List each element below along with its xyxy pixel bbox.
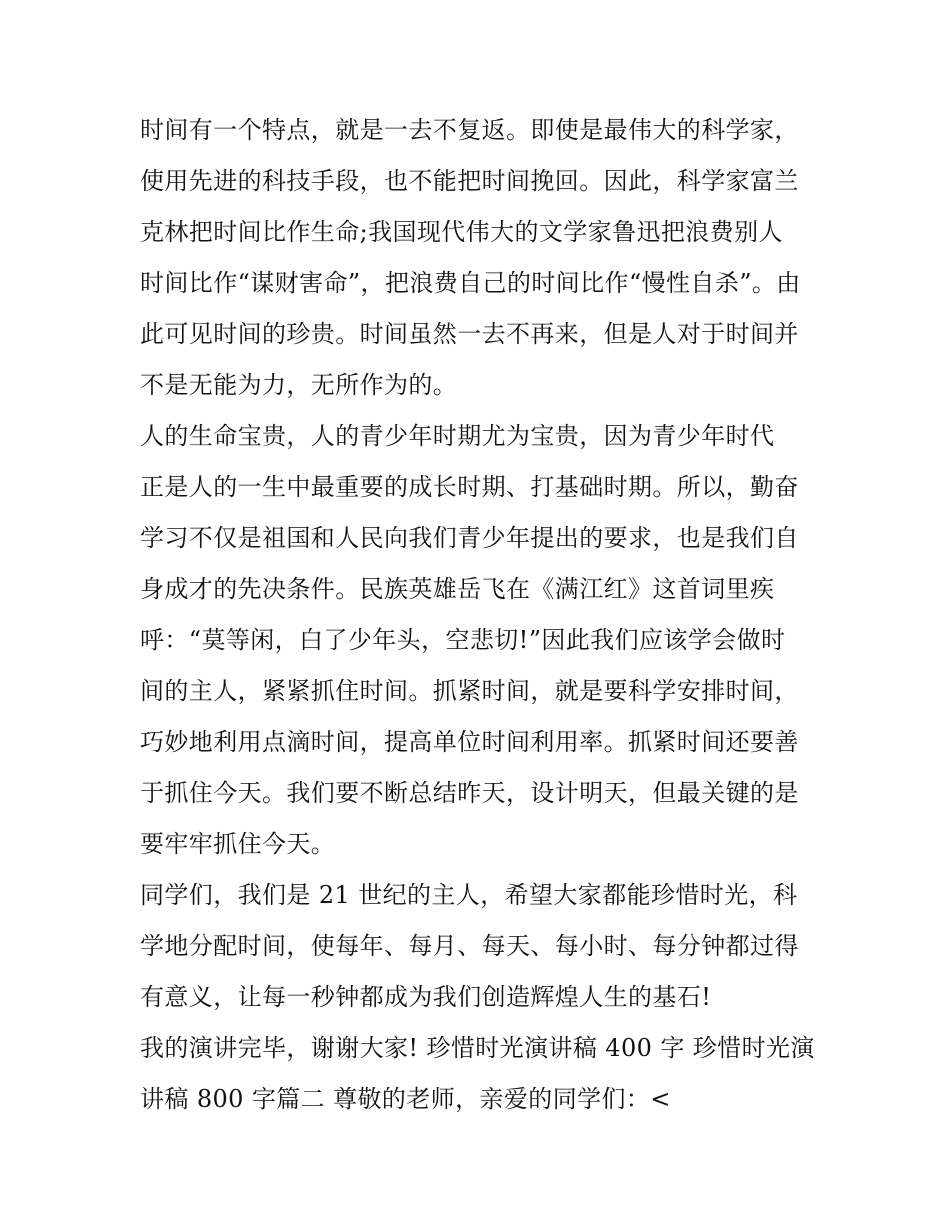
text-line: 于抓住今天。我们要不断总结昨天，设计明天，但最关键的是 [140,779,799,807]
text-line: 我的演讲完毕，谢谢大家! 珍惜时光演讲稿 400 字 珍惜时光演 [140,1034,815,1062]
document-body [140,105,820,1125]
text-line: 使用先进的科技手段，也不能把时间挽回。因此，科学家富兰 [140,167,799,195]
text-line: 有意义，让每一秒钟都成为我们创造辉煌人生的基石! [140,983,712,1011]
text-line: 身成才的先决条件。民族英雄岳飞在《满江红》这首词里疾 [140,575,775,603]
text-line: 此可见时间的珍贵。时间虽然一去不再来，但是人对于时间并 [140,320,799,348]
text-line: 不是无能为力，无所作为的。 [140,371,458,399]
text-line: 同学们，我们是 21 世纪的主人，希望大家都能珍惜时光，科 [140,881,798,909]
text-line: 学习不仅是祖国和人民向我们青少年提出的要求，也是我们自 [140,524,799,552]
text-line: 时间有一个特点，就是一去不复返。即使是最伟大的科学家， [140,116,799,144]
text-line: 呼：“莫等闲，白了少年头，空悲切!”因此我们应该学会做时 [140,626,786,654]
text-line: 学地分配时间，使每年、每月、每天、每小时、每分钟都过得 [140,932,799,960]
text-line: 间的主人，紧紧抓住时间。抓紧时间，就是要科学安排时间， [140,677,799,705]
text-line: 克林把时间比作生命;我国现代伟大的文学家鲁迅把浪费别人 [140,218,783,246]
text-line: 时间比作“谋财害命”，把浪费自己的时间比作“慢性自杀”。由 [140,269,801,297]
text-line: 正是人的一生中最重要的成长时期、打基础时期。所以，勤奋 [140,473,799,501]
text-line: 讲稿 800 字篇二 尊敬的老师，亲爱的同学们：< [140,1085,671,1113]
text-line: 人的生命宝贵，人的青少年时期尤为宝贵，因为青少年时代 [140,422,775,450]
text-line: 巧妙地利用点滴时间，提高单位时间利用率。抓紧时间还要善 [140,728,799,756]
text-line: 要牢牢抓住今天。 [140,830,336,858]
